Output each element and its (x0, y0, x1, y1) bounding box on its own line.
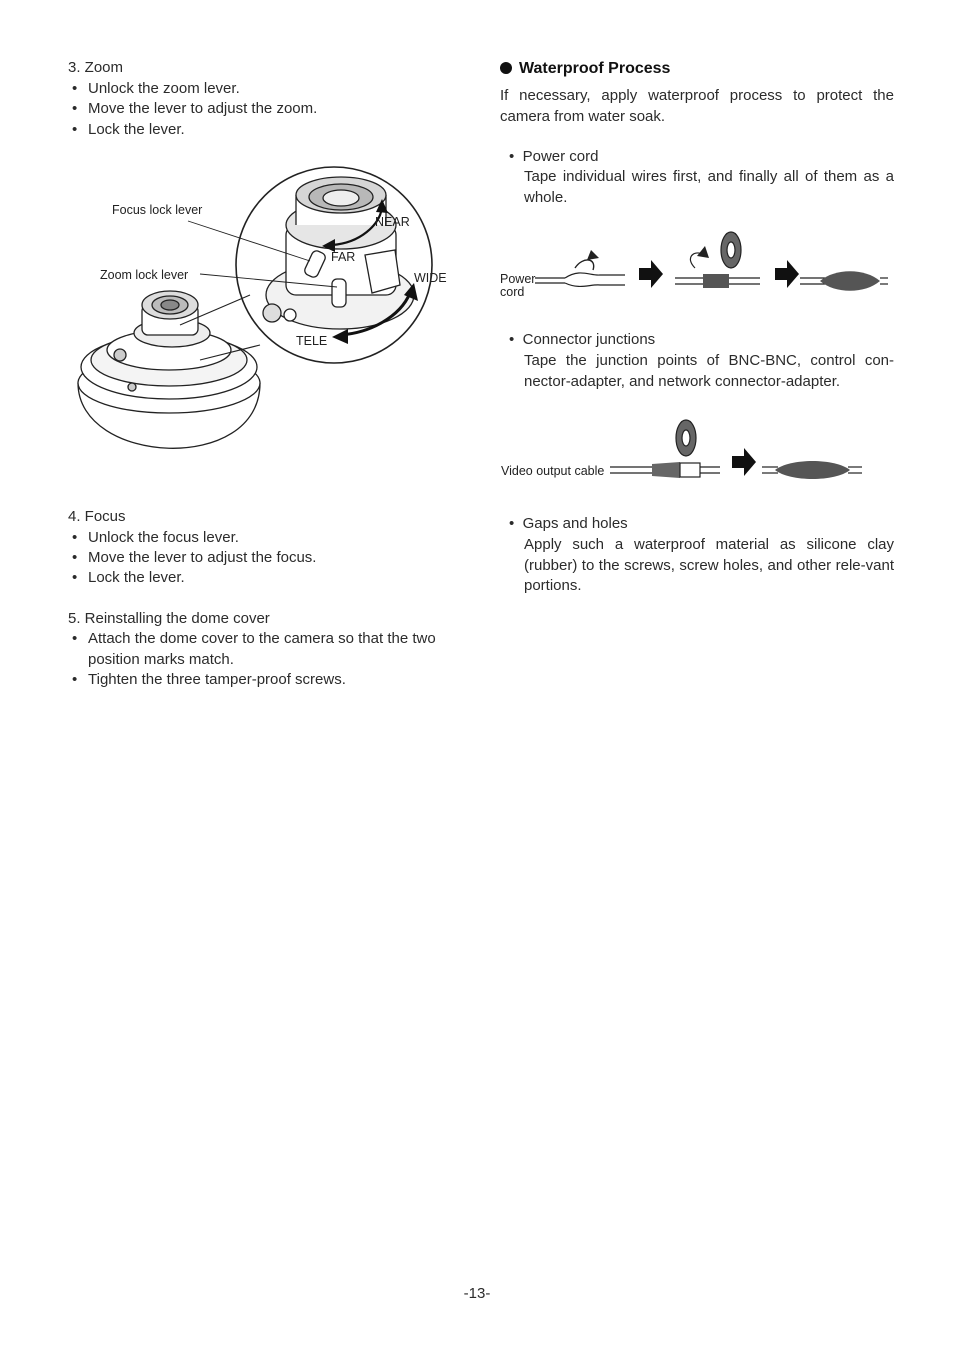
page-number: -13- (463, 1285, 491, 1302)
step-zoom-title: 3. Zoom (68, 59, 124, 76)
bullet-text: Tighten the three tamper-proof screws. (88, 671, 346, 688)
bullet-text: Unlock the zoom lever. (88, 80, 240, 97)
bullet-dot: • (72, 630, 78, 647)
bullet-dot: • (72, 121, 78, 138)
step-reinstall-title: 5. Reinstalling the dome cover (68, 610, 270, 627)
sub-item-connector-junctions (509, 330, 655, 351)
bullet-text: Lock the lever. (88, 121, 185, 138)
sub-item-gaps-holes (509, 514, 628, 535)
bullet-text: Move the lever to adjust the focus. (88, 549, 317, 566)
heading-text: Waterproof Process (519, 60, 671, 77)
wide-label: WIDE (414, 271, 447, 285)
far-label: FAR (331, 250, 356, 264)
bullet-dot: • (72, 100, 78, 117)
power-cord-label (500, 273, 535, 299)
power-cord-text: Tape individual wires first, and finally all of them as a whole. (524, 168, 894, 206)
bullet-dot: • (72, 529, 78, 546)
connector-junctions-text: Tape the junction points of BNC-BNC, control con-nector-adapter, and network connector-adapter. (524, 352, 894, 390)
gaps-holes-text: Apply such a waterproof material as silicone clay (rubber) to the screws, screw holes, and other rele-vant portions. (524, 536, 894, 594)
near-label: NEAR (375, 215, 410, 229)
bullet-dot: • (509, 148, 515, 165)
step-focus-title: 4. Focus (68, 508, 126, 525)
sub-item-power-cord (509, 147, 598, 168)
bullet-text: Move the lever to adjust the zoom. (88, 100, 318, 117)
video-output-cable-label: Video output cable (501, 464, 605, 478)
bullet-dot: • (72, 671, 78, 688)
bullet-dot: • (72, 549, 78, 566)
zoom-lock-lever-label: Zoom lock lever (100, 268, 189, 282)
sub-item-title: Power cord (522, 148, 599, 165)
bullet-dot: • (509, 515, 515, 532)
power-cord-taping-illustration (535, 228, 895, 303)
bullet-text: Unlock the focus lever. (88, 529, 239, 546)
bullet-disc-icon (500, 62, 512, 74)
bullet-dot: • (509, 331, 515, 348)
section-heading-waterproof (500, 59, 670, 80)
power-cord-label-line1: Power (500, 272, 536, 286)
intro-paragraph: If necessary, apply waterproof process to protect the camera from water soak. (500, 87, 894, 125)
bullet-text: Lock the lever. (88, 569, 185, 586)
sub-item-title: Connector junctions (522, 331, 656, 348)
video-cable-taping-illustration (610, 418, 865, 488)
sub-item-title: Gaps and holes (522, 515, 628, 532)
focus-lock-lever-label: Focus lock lever (112, 203, 203, 217)
bullet-dot: • (72, 569, 78, 586)
power-cord-label-line2: cord (500, 285, 525, 299)
tele-label: TELE (296, 334, 328, 348)
bullet-dot: • (72, 80, 78, 97)
bullet-text: Attach the dome cover to the camera so that the two position marks match. (88, 630, 436, 668)
